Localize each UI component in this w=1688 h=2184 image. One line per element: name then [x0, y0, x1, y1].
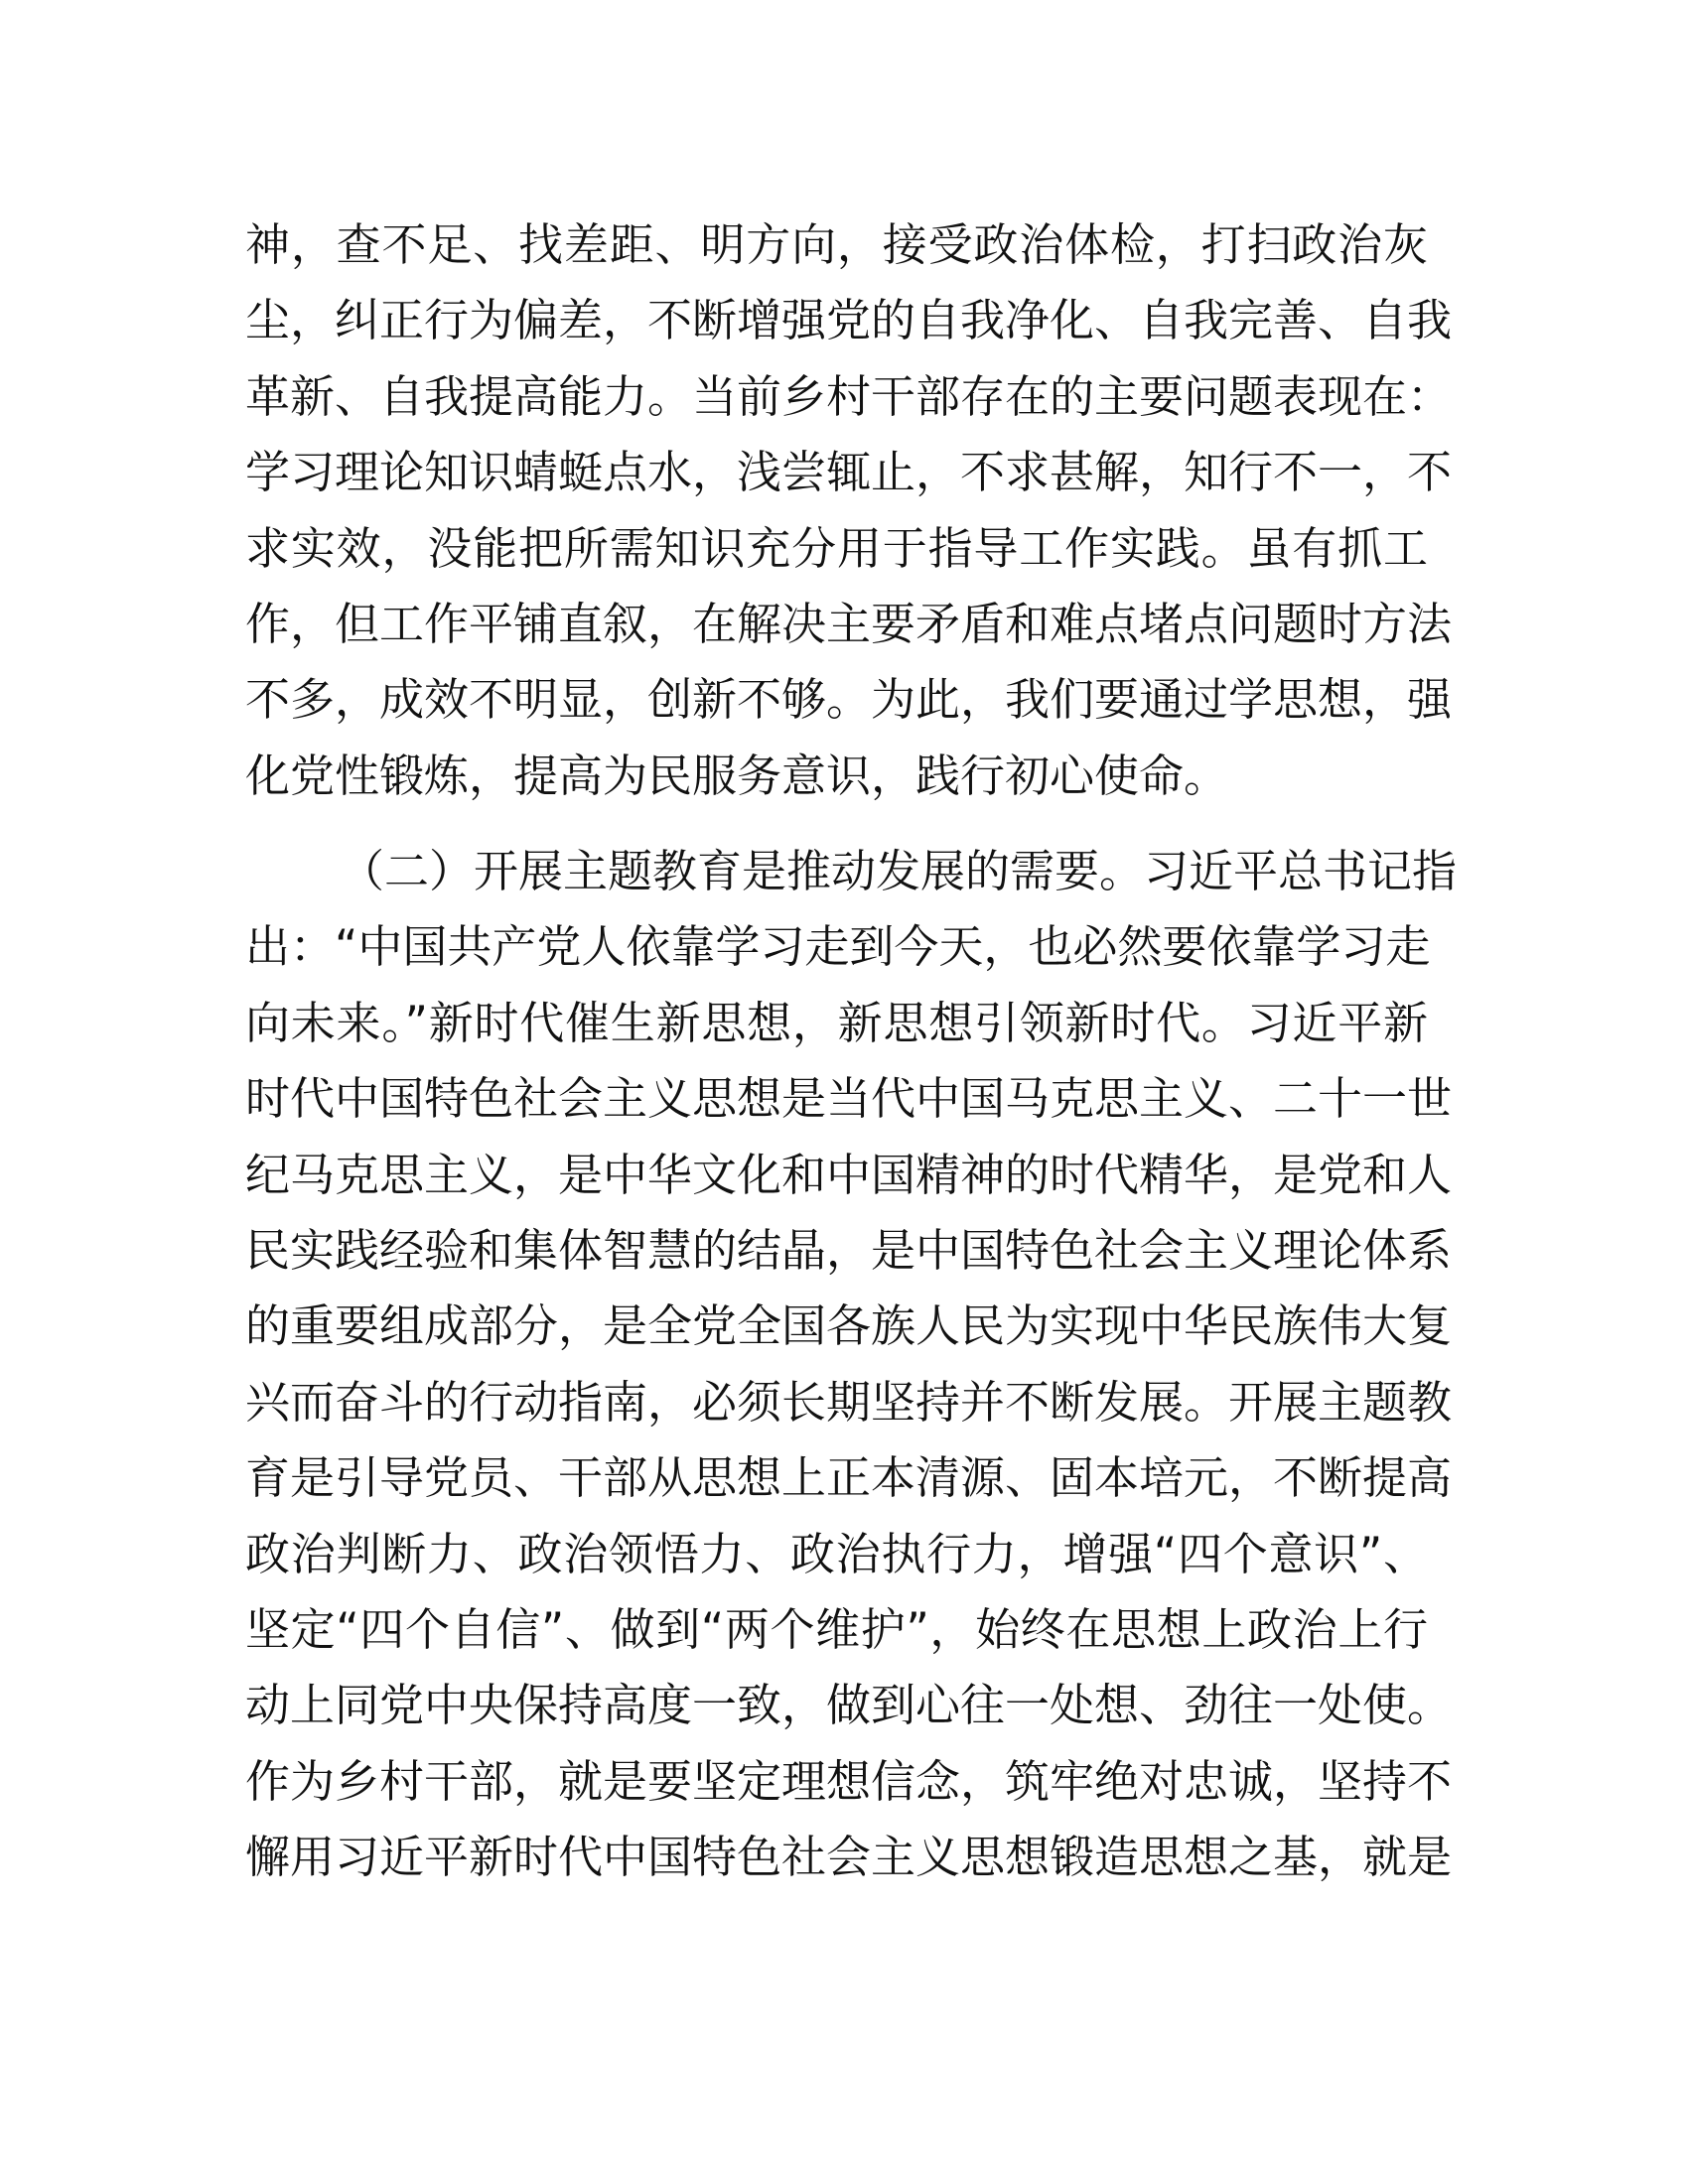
- text-line: 民实践经验和集体智慧的结晶，是中国特色社会主义理论体系: [245, 1223, 1453, 1277]
- text-line: 政治判断力、政治领悟力、政治执行力，增强“四个意识”、: [245, 1527, 1428, 1580]
- text-line: 坚定“四个自信”、做到“两个维护”，始终在思想上政治上行: [245, 1602, 1428, 1656]
- text-line: 动上同党中央保持高度一致，做到心往一处想、劲往一处使。: [245, 1679, 1453, 1732]
- text-line: 出：“中国共产党人依靠学习走到今天，也必然要依靠学习走: [245, 920, 1431, 974]
- paragraph-2: [245, 834, 1458, 1895]
- text-line: 纪马克思主义，是中华文化和中国精神的时代精华，是党和人: [245, 1148, 1453, 1201]
- text-line: 育是引导党员、干部从思想上正本清源、固本培元，不断提高: [245, 1451, 1453, 1505]
- text-line: 作，但工作平铺直叙，在解决主要矛盾和难点堵点问题时方法: [245, 597, 1453, 650]
- text-line: 作为乡村干部，就是要坚定理想信念，筑牢绝对忠诚，坚持不: [245, 1754, 1453, 1808]
- text-line: 的重要组成部分，是全党全国各族人民为实现中华民族伟大复: [245, 1299, 1453, 1353]
- text-line: 革新、自我提高能力。当前乡村干部存在的主要问题表现在：: [245, 369, 1453, 423]
- text-line: 懈用习近平新时代中国特色社会主义思想锻造思想之基，就是: [245, 1831, 1453, 1884]
- text-line: 时代中国特色社会主义思想是当代中国马克思主义、二十一世: [245, 1072, 1453, 1126]
- text-line: 尘，纠正行为偏差，不断增强党的自我净化、自我完善、自我: [245, 294, 1453, 347]
- text-line: 向未来。”新时代催生新思想，新思想引领新时代。习近平新: [245, 996, 1428, 1049]
- text-line: 不多，成效不明显，创新不够。为此，我们要通过学思想，强: [245, 673, 1453, 727]
- section-heading-line: （二）开展主题教育是推动发展的需要。习近平总书记指: [340, 845, 1458, 897]
- text-line: 求实效，没能把所需知识充分用于指导工作实践。虽有抓工: [245, 521, 1428, 575]
- text-line: 学习理论知识蜻蜓点水，浅尝辄止，不求甚解，知行不一，不: [245, 446, 1453, 499]
- paragraph-1: [245, 207, 1453, 814]
- text-line: 化党性锻炼，提高为民服务意识，践行初心使命。: [245, 749, 1229, 802]
- text-line: 兴而奋斗的行动指南，必须长期坚持并不断发展。开展主题教: [245, 1375, 1453, 1429]
- text-line: 神，查不足、找差距、明方向，接受政治体检，打扫政治灰: [245, 218, 1428, 271]
